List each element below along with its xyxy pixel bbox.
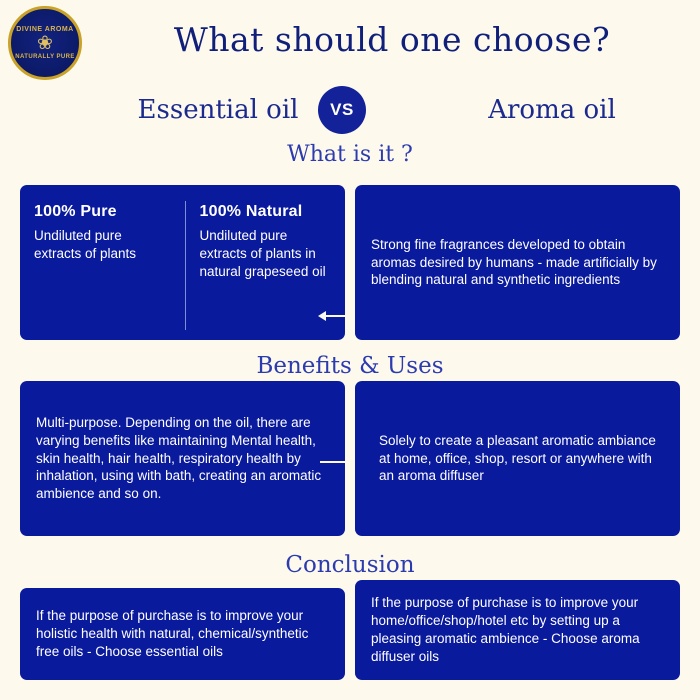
arrow-head-left-icon bbox=[318, 311, 326, 321]
card-what-is-it-essential bbox=[20, 185, 345, 340]
logo-bottom-text: NATURALLY PURE bbox=[15, 54, 75, 61]
card-conclusion-aroma bbox=[355, 580, 680, 680]
page-title: What should one choose? bbox=[173, 20, 611, 59]
arrow-line bbox=[326, 315, 348, 317]
column-title-aroma-oil: Aroma oil bbox=[488, 95, 616, 125]
vs-badge: VS bbox=[318, 86, 366, 134]
arrow-left-what-is-it bbox=[318, 310, 348, 322]
section-title-conclusion: Conclusion bbox=[285, 552, 415, 578]
card-benefits-essential bbox=[20, 381, 345, 536]
card-benefits-aroma-text: Solely to create a pleasant aromatic ambiance at home, office, shop, resort or anywhere with an aroma diffuser bbox=[379, 432, 656, 484]
card-benefits-essential-text: Multi-purpose. Depending on the oil, there are varying benefits like maintaining Mental health, skin health, hair health, respiratory health by inhalation, using with bath, creating an aromatic ambience and so on. bbox=[36, 414, 322, 502]
section-title-benefits: Benefits & Uses bbox=[256, 353, 444, 379]
comparison-header bbox=[70, 86, 690, 138]
subcard-100-pure-heading: 100% Pure bbox=[34, 203, 117, 220]
subcard-100-natural bbox=[185, 201, 336, 330]
card-conclusion-aroma-text: If the purpose of purchase is to improve your home/office/shop/hotel etc by setting up a pleasing aromatic ambience - Choose aroma diffuser oils bbox=[371, 595, 640, 664]
logo-top-text: DIVINE AROMA bbox=[16, 25, 74, 33]
card-conclusion-essential bbox=[20, 588, 345, 680]
brand-logo bbox=[8, 6, 82, 80]
subcard-100-natural-text: Undiluted pure extracts of plants in natural grapeseed oil bbox=[199, 228, 326, 280]
subcard-100-pure-text: Undiluted pure extracts of plants bbox=[34, 228, 137, 262]
subcard-100-natural-heading: 100% Natural bbox=[199, 203, 303, 220]
card-what-is-it-aroma bbox=[355, 185, 680, 340]
card-benefits-aroma bbox=[355, 381, 680, 536]
subcard-100-pure bbox=[34, 201, 185, 330]
lotus-icon: ❀ bbox=[37, 33, 53, 55]
card-what-is-it-aroma-text: Strong fine fragrances developed to obtain aromas desired by humans - made artificially by blending natural and synthetic ingredients bbox=[371, 236, 657, 288]
column-title-essential-oil: Essential oil bbox=[137, 95, 299, 125]
section-title-what-is-it: What is it ? bbox=[287, 142, 413, 167]
card-conclusion-essential-text: If the purpose of purchase is to improve your holistic health with natural, chemical/synthetic free oils - Choose essential oils bbox=[36, 608, 309, 659]
